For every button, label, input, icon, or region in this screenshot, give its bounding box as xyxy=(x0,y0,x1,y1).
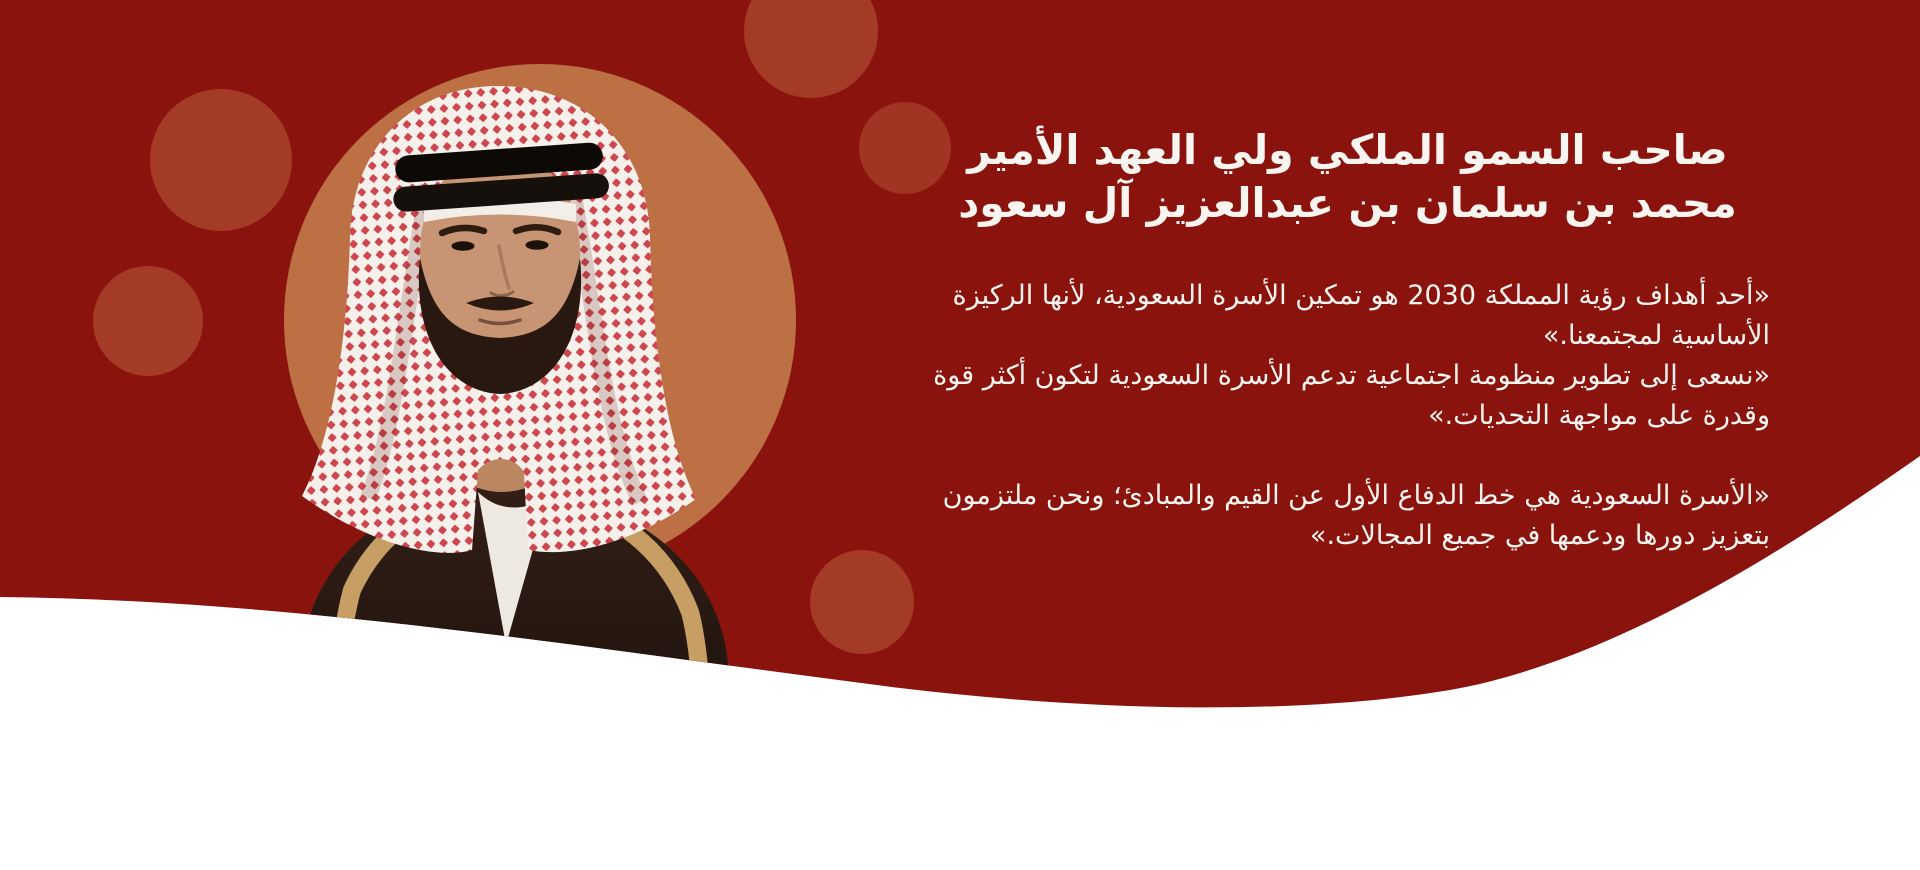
page-title xyxy=(925,124,1770,230)
decorative-circle xyxy=(93,266,203,376)
quote-text: «أحد أهداف رؤية المملكة 2030 هو تمكين الأسرة السعودية، لأنها الركيزة الأساسية لمجتمعنا.» xyxy=(952,280,1770,351)
hero-title-line2: محمد بن سلمان بن عبدالعزيز آل سعود xyxy=(958,179,1737,227)
hero-title-line1: صاحب السمو الملكي ولي العهد الأمير xyxy=(967,126,1728,174)
hero-text-block xyxy=(925,124,1770,556)
decorative-circle xyxy=(810,550,914,654)
crown-prince-quotes xyxy=(925,276,1770,556)
quote-text: «نسعى إلى تطوير منظومة اجتماعية تدعم الأسرة السعودية لتكون أكثر قوة وقدرة على مواجهة التحديات.» xyxy=(933,360,1770,431)
quote-text: «الأسرة السعودية هي خط الدفاع الأول عن القيم والمبادئ؛ ونحن ملتزمون بتعزيز دورها ودعمها في جميع المجالات.» xyxy=(942,480,1770,551)
decorative-circle xyxy=(150,89,292,231)
